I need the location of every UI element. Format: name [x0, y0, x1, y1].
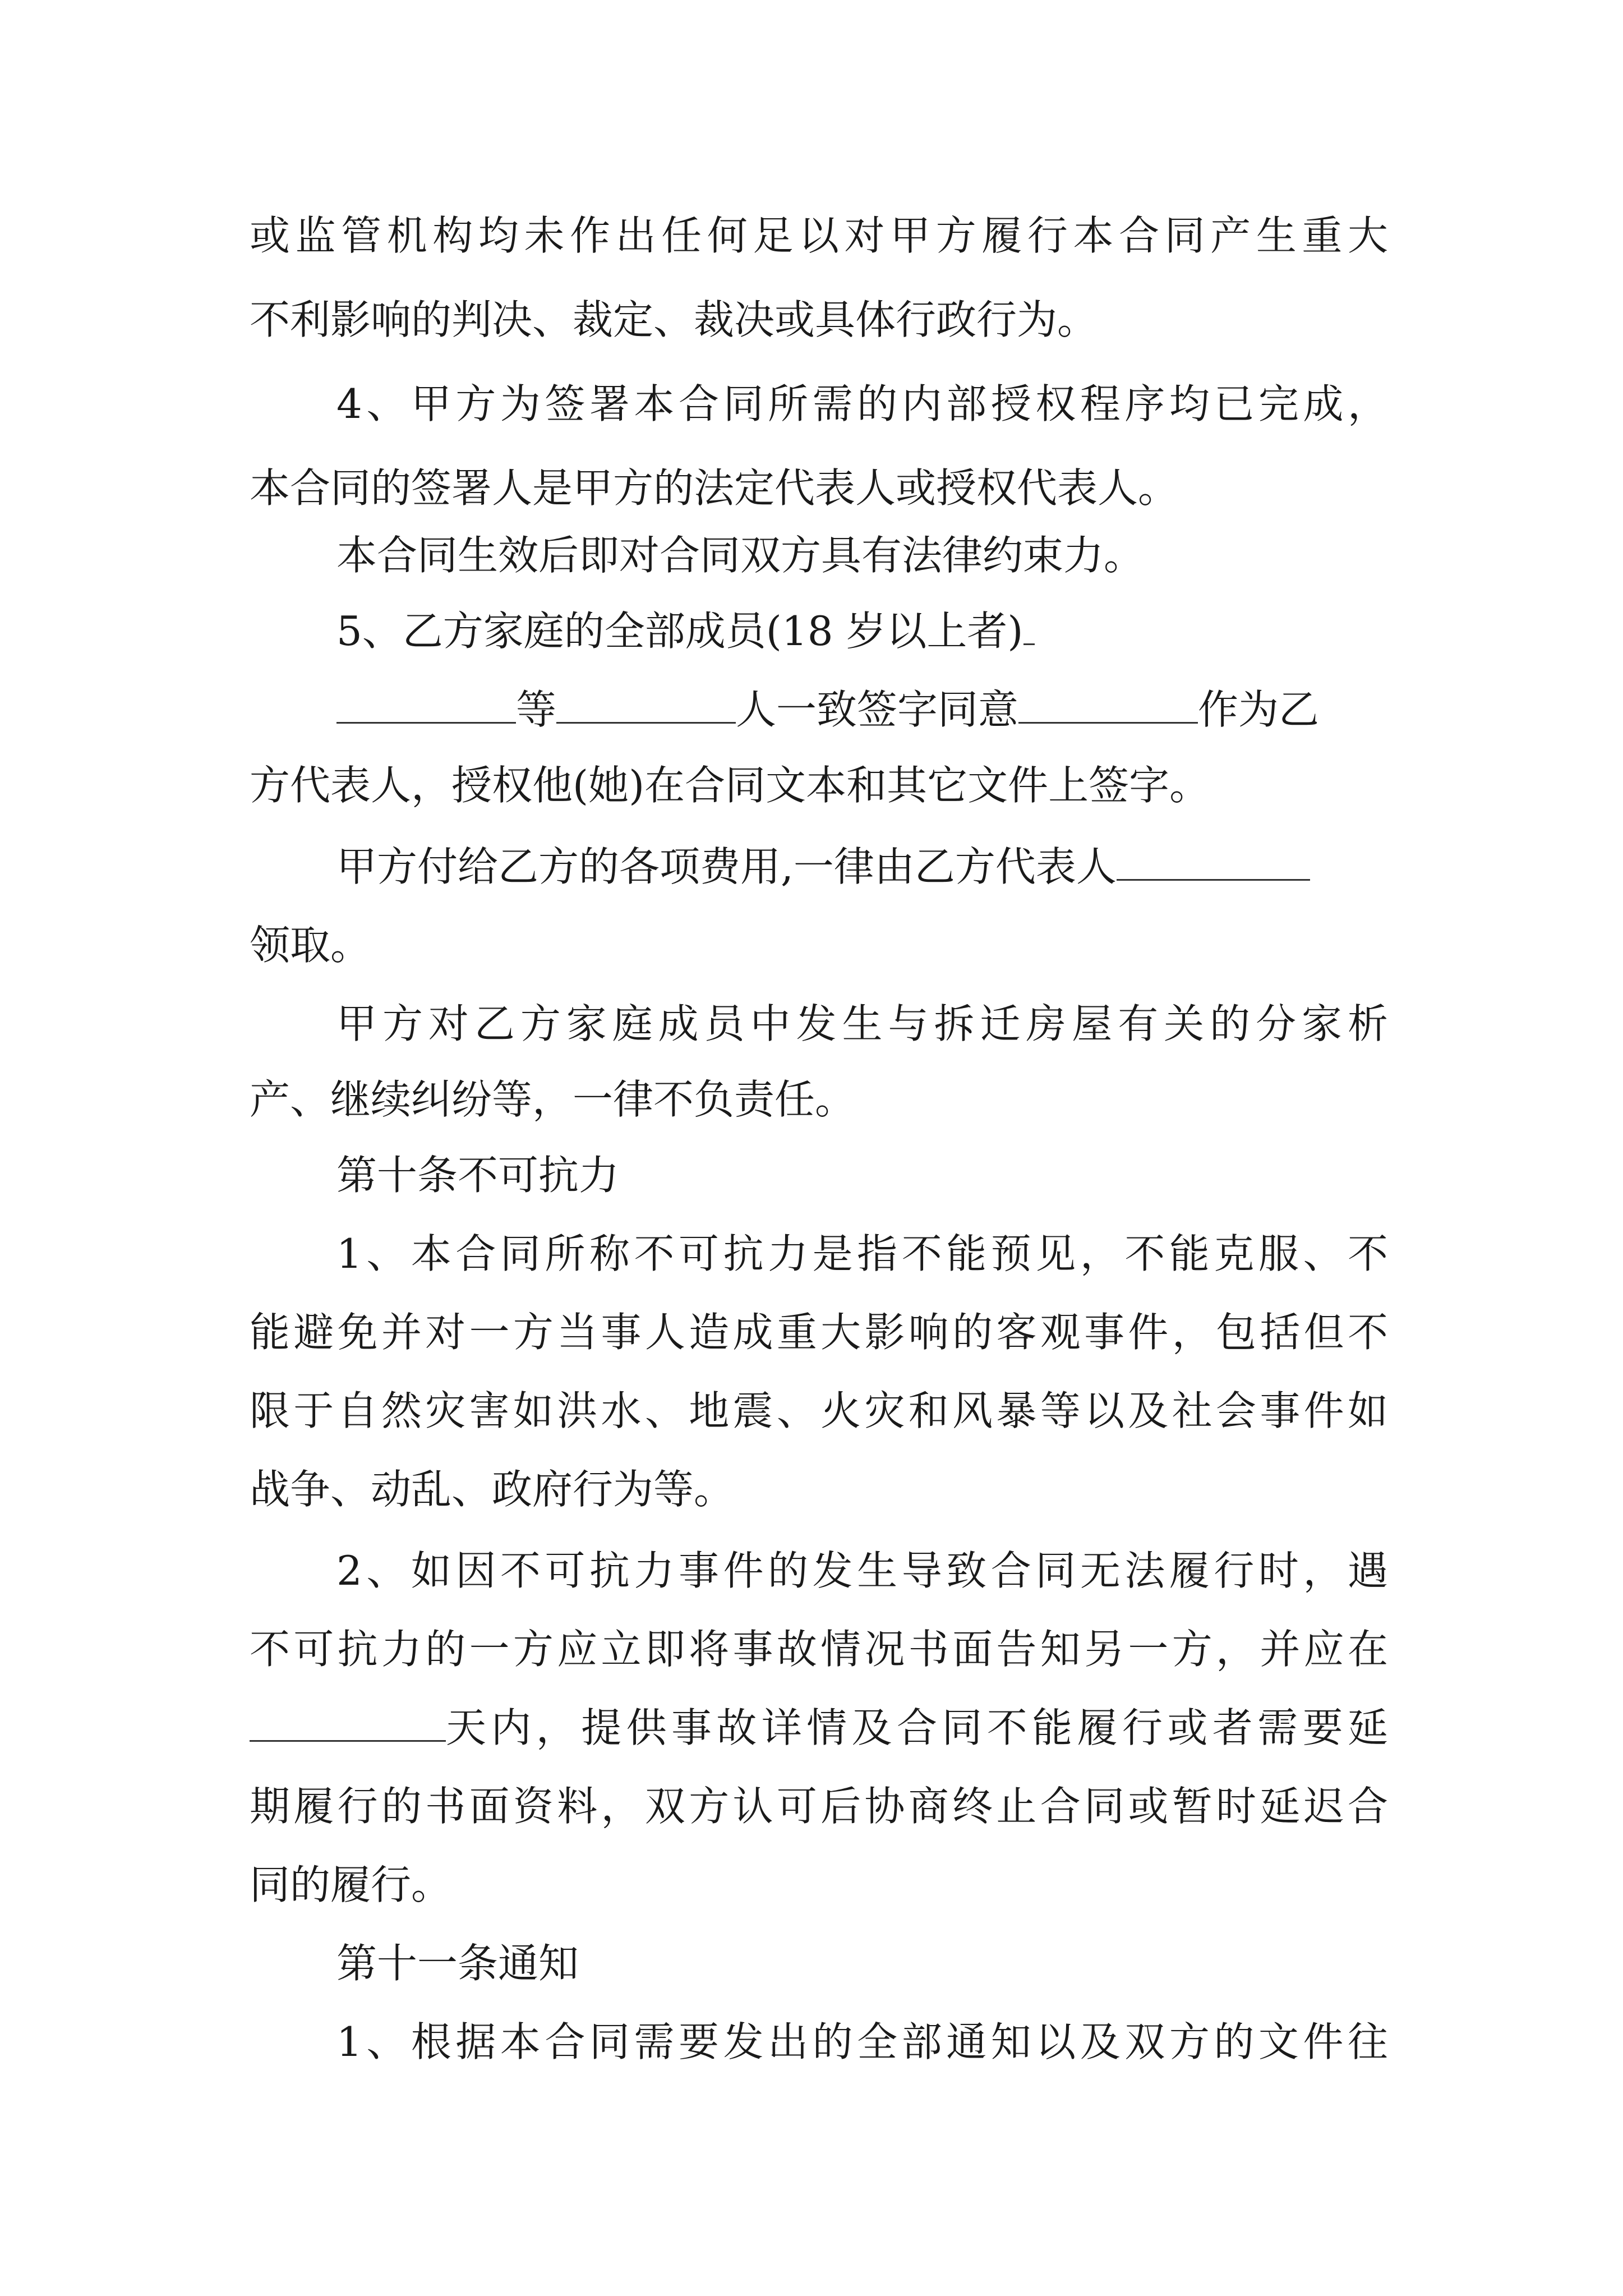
text-line [250, 1697, 1388, 1759]
section-heading: 第十条不可抗力 [336, 1152, 620, 1199]
text-line: 同的履行。 [250, 1861, 452, 1908]
fill-blank [336, 687, 516, 724]
text-line: 本合同生效后即对合同双方具有法律约束力。 [336, 532, 1145, 579]
text-segment: 甲方付给乙方的各项费用,一律由乙方代表人 [336, 843, 1117, 890]
fill-blank [1023, 609, 1035, 645]
text-segment: 5、乙方家庭的全部成员(18 岁以上者) [336, 608, 1023, 655]
section-heading: 第十一条通知 [336, 1940, 579, 1987]
text-segment: 天内，提供事故详情及合同不能履行或者需要延 [446, 1704, 1388, 1751]
text-segment: 作为乙 [1198, 686, 1320, 733]
text-line: 1、根据本合同需要发出的全部通知以及双方的文件往 [336, 2018, 1388, 2065]
fill-blank [250, 1705, 446, 1742]
text-line: 本合同的签署人是甲方的法定代表人或授权代表人。 [250, 464, 1179, 512]
text-line: 产、继续纠纷等，一律不负责任。 [250, 1076, 856, 1123]
text-segment: 人一致签字同意 [736, 686, 1019, 733]
text-line: 期履行的书面资料，双方认可后协商终止合同或暂时延迟合 [250, 1783, 1388, 1830]
text-line: 或监管机构均未作出任何足以对甲方履行本合同产生重大 [250, 212, 1388, 259]
text-line: 甲方对乙方家庭成员中发生与拆迁房屋有关的分家析 [336, 1000, 1388, 1047]
text-line: 领取。 [250, 922, 371, 969]
text-line: 不可抗力的一方应立即将事故情况书面告知另一方，并应在 [250, 1626, 1388, 1673]
text-line [336, 600, 1388, 662]
text-line: 4、甲方为签署本合同所需的内部授权程序均已完成， [336, 380, 1388, 427]
text-line [336, 679, 1388, 740]
text-line: 能避免并对一方当事人造成重大影响的客观事件，包括但不 [250, 1309, 1388, 1356]
fill-blank [1117, 844, 1310, 881]
text-line: 不利影响的判决、裁定、裁决或具体行政行为。 [250, 296, 1098, 343]
text-line: 2、如因不可抗力事件的发生导致合同无法履行时，遇 [336, 1547, 1388, 1594]
text-line: 1、本合同所称不可抗力是指不能预见，不能克服、不 [336, 1230, 1388, 1277]
text-line: 方代表人，授权他(她)在合同文本和其它文件上签字。 [250, 762, 1210, 809]
text-line: 战争、动乱、政府行为等。 [250, 1466, 735, 1513]
fill-blank [556, 687, 736, 724]
text-line [336, 836, 1388, 898]
fill-blank [1018, 687, 1198, 724]
text-line: 限于自然灾害如洪水、地震、火灾和风暴等以及社会事件如 [250, 1387, 1388, 1434]
text-segment: 等 [516, 686, 557, 733]
